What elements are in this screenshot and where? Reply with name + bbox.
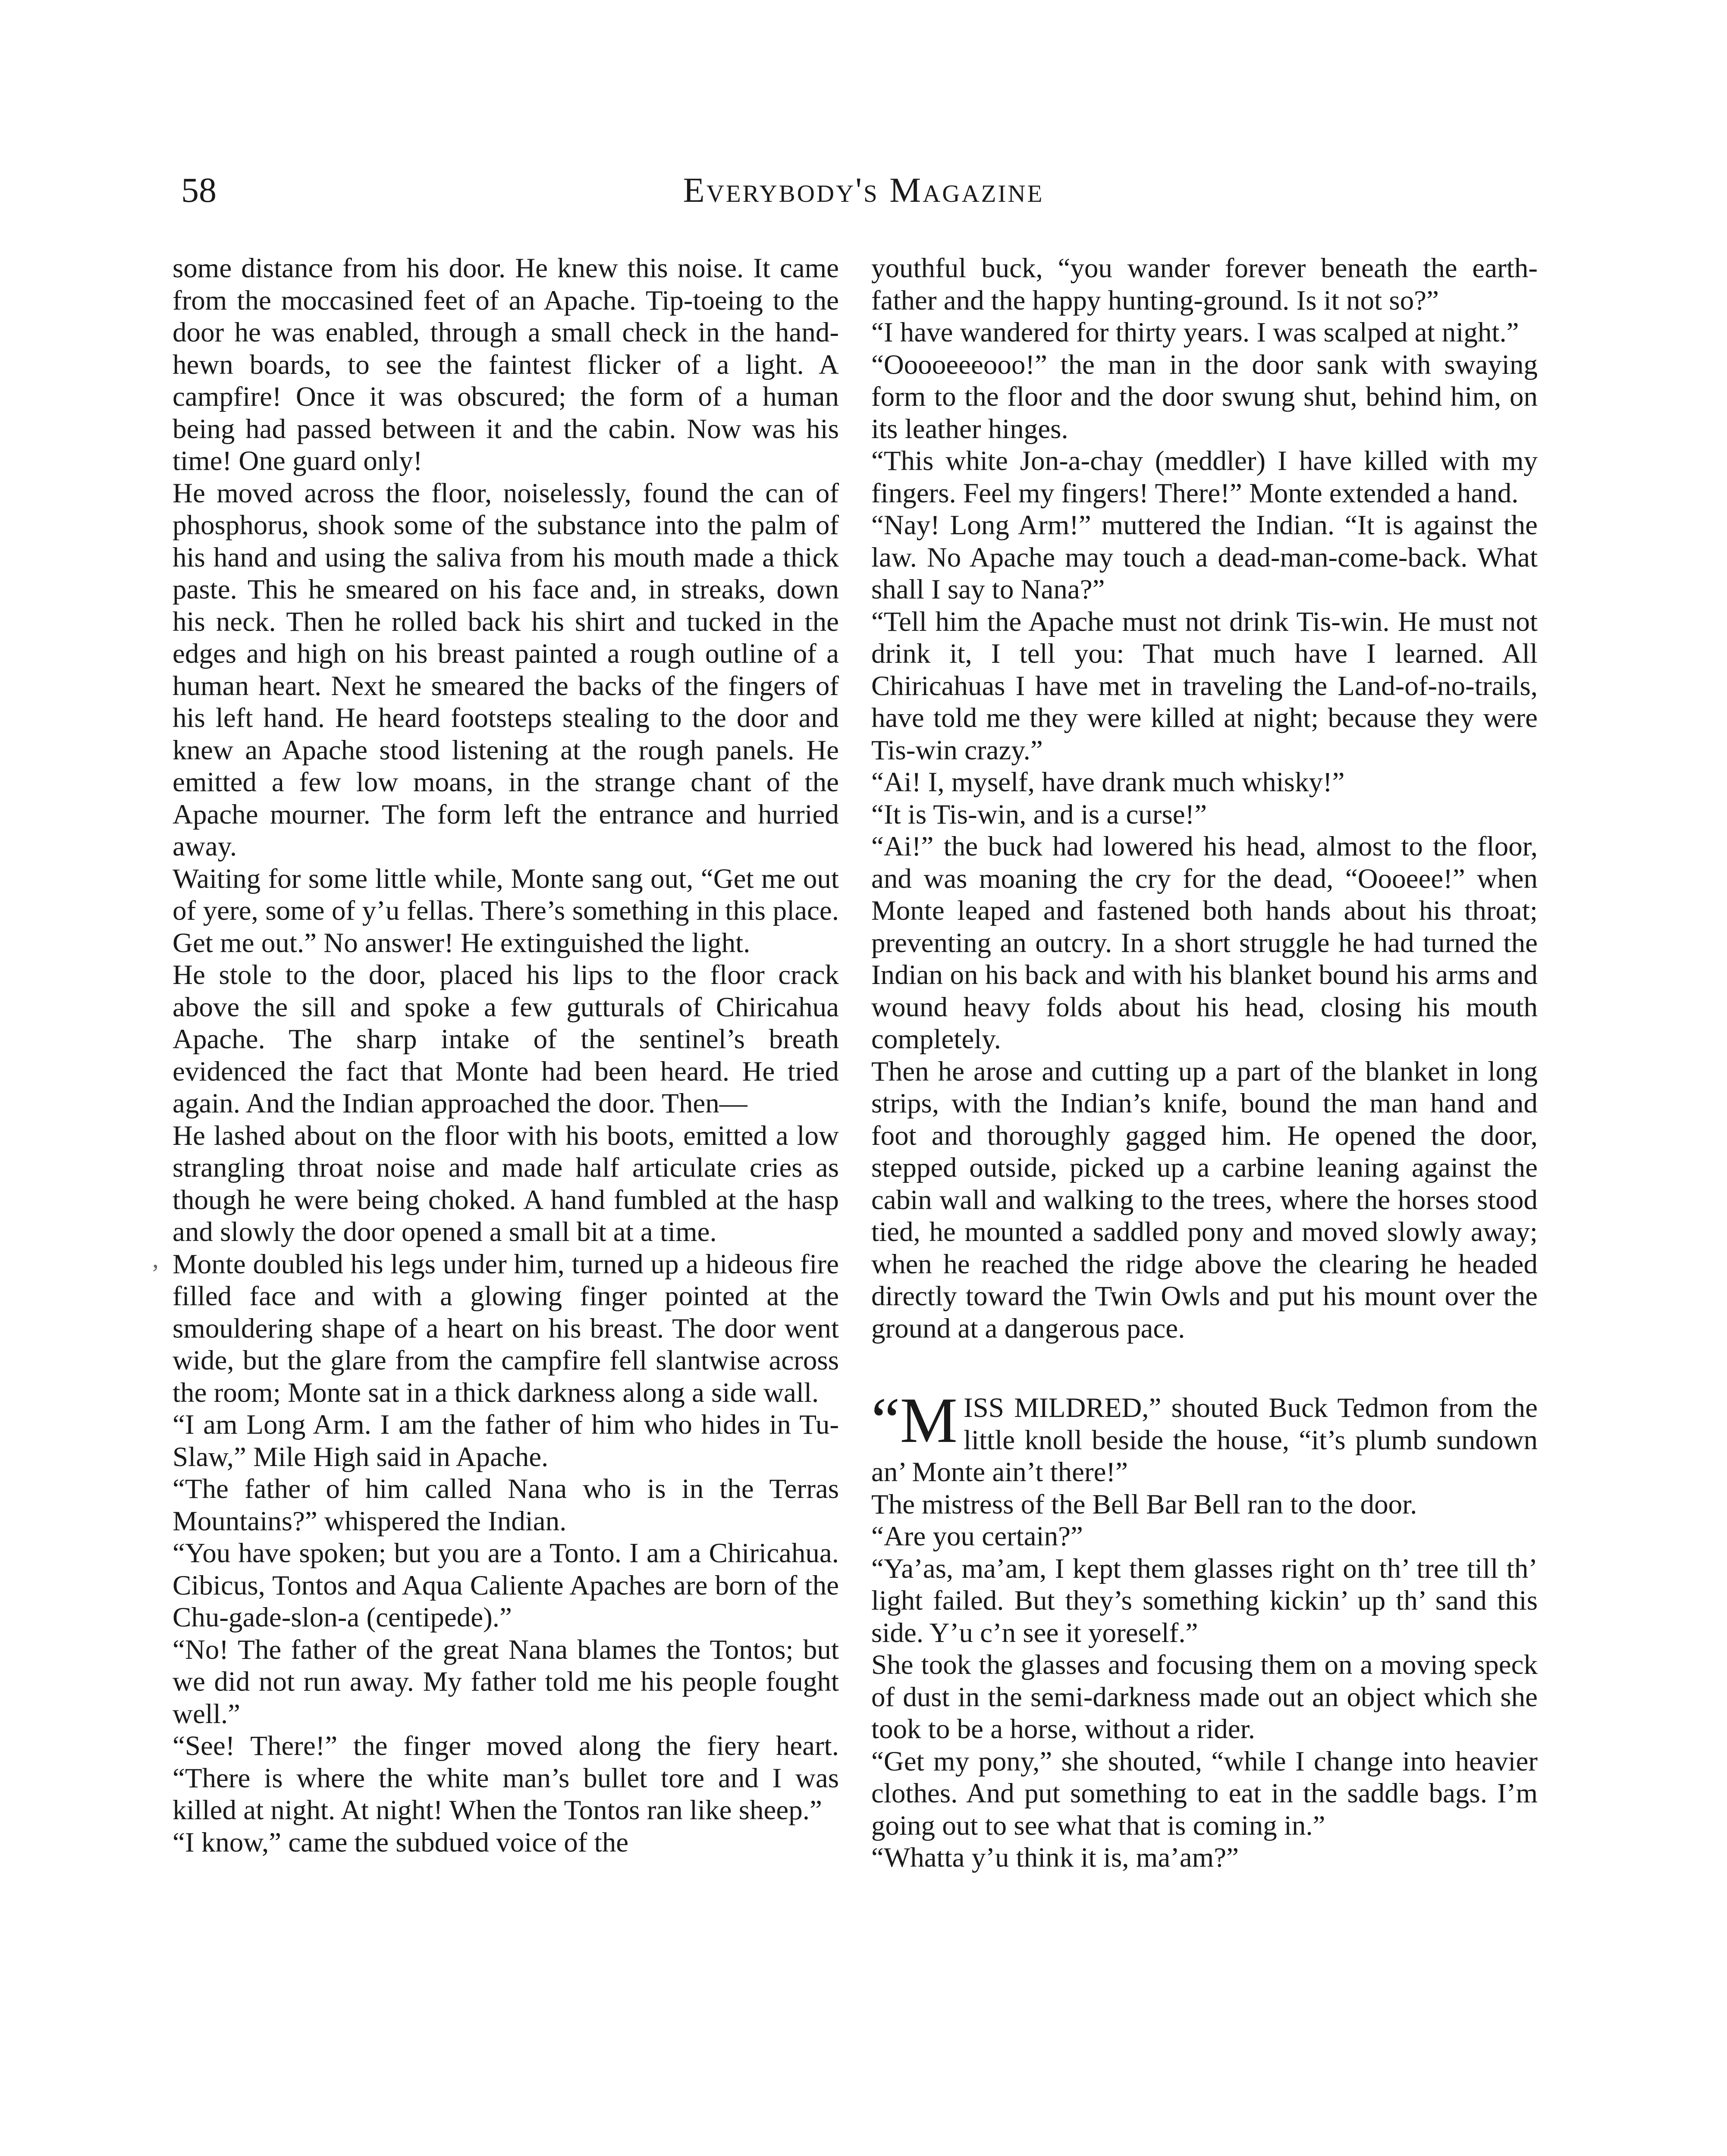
paragraph: “Ooooeeeooo!” the man in the door sank with swaying form to the floor and the door swung shut, behind him, on its leather hinges. (871, 349, 1538, 445)
paragraph: “See! There!” the finger moved along the fiery heart. “There is where the white man’s bullet tore and I was killed at night. At night! When the Tontos ran like sheep.” (173, 1730, 839, 1826)
paragraph: “Get my pony,” she shouted, “while I change into heavier clothes. And put something to eat in the saddle bags. I’m going out to see what that is coming in.” (871, 1745, 1538, 1841)
paragraph: The mistress of the Bell Bar Bell ran to the door. (871, 1489, 1417, 1520)
paragraph: He moved across the floor, noiselessly, found the can of phosphorus, shook some of the substance into the palm of his hand and using the saliva from his mouth made a thick paste. This he smeared on his face and, in streaks, down his neck. Then he rolled back his shirt and tucked in the edges and high on his breast painted a rough outline of a human heart. Next he smeared the backs of the fingers of his left hand. He heard footsteps stealing to the door and knew an Apache stood listening at the rough panels. He emitted a few low moans, in the strange chant of the Apache mourner. The form left the entrance and hurried away. (173, 477, 839, 862)
paragraph: “I am Long Arm. I am the father of him who hides in Tu-Slaw,” Mile High said in Apache. (173, 1409, 839, 1473)
paragraph: “The father of him called Nana who is in the Terras Mountains?” whispered the Indian. (173, 1473, 839, 1537)
paragraph: Monte doubled his legs under him, turned up a hideous fire filled face and with a glowing finger pointed at the smouldering shape of a heart on his breast. The door went wide, but the glare from the campfire fell slantwise across the room; Monte sat in a thick darkness along a side wall. (173, 1248, 839, 1408)
paragraph: “Whatta y’u think it is, ma’am?” (871, 1842, 1239, 1873)
paragraph: “Are you certain?” (871, 1521, 1083, 1552)
paragraph: “You have spoken; but you are a Tonto. I am a Chiricahua. Cibicus, Tontos and Aqua Caliente Apaches are born of the Chu-gade-slon-a (centipede).” (173, 1538, 839, 1633)
paragraph: Waiting for some little while, Monte sang out, “Get me out of yere, some of y’u fellas. There’s something in this place. Get me out.” No answer! He extinguished the light. (173, 863, 839, 959)
paragraph: “I know,” came the subdued voice of the (173, 1827, 629, 1858)
paragraph: “Ai!” the buck had lowered his head, almost to the floor, and was moaning the cry for the dead, “Oooeee!” when Monte leaped and fastened both hands about his throat; preventing an outcry. In a short struggle he had turned the Indian on his back and with his blanket bound his arms and wound heavy folds about his head, closing his mouth completely. (871, 831, 1538, 1055)
paragraph: “Nay! Long Arm!” muttered the Indian. “It is against the law. No Apache may touch a dead-man-come-back. What shall I say to Nana?” (871, 510, 1538, 605)
left-column (173, 252, 839, 1858)
drop-cap-quote: “ (871, 1385, 900, 1456)
paragraph: He lashed about on the floor with his boots, emitted a low strangling throat noise and made half articulate cries as though he were being choked. A hand fumbled at the hasp and slowly the door opened a small bit at a time. (173, 1120, 839, 1247)
drop-cap-letter: M (900, 1385, 958, 1456)
paragraph: some distance from his door. He knew this noise. It came from the moccasined feet of an Apache. Tip-toeing to the door he was enabled, through a small check in the hand-hewn boards, to see the faintest flicker of a light. A campfire! Once it was obscured; the form of a human being had passed between it and the cabin. Now was his time! One guard only! (173, 253, 839, 476)
paragraph: “Ai! I, myself, have drank much whisky!” (871, 767, 1345, 798)
running-head: Everybody's Magazine (683, 170, 1044, 210)
paragraph: “Ya’as, ma’am, I kept them glasses right on th’ tree till th’ light failed. But they’s something kickin’ up th’ sand this side. Y’u c’n see it yoreself.” (871, 1553, 1538, 1648)
paragraph: “No! The father of the great Nana blames the Tontos; but we did not run away. My father told me his people fought well.” (173, 1634, 839, 1730)
paragraph: “I have wandered for thirty years. I was scalped at night.” (871, 317, 1519, 348)
drop-cap (871, 1385, 958, 1456)
paragraph: Then he arose and cutting up a part of the blanket in long strips, with the Indian’s knife, bound the man hand and foot and thoroughly gagged him. He opened the door, stepped outside, picked up a carbine leaning against the cabin wall and walking to the trees, where the horses stood tied, he mounted a saddled pony and moved slowly away; when he reached the ridge above the clearing he headed directly toward the Twin Owls and put his mount over the ground at a dangerous pace. (871, 1056, 1538, 1344)
paragraph: “It is Tis-win, and is a curse!” (871, 799, 1207, 830)
paragraph: “Tell him the Apache must not drink Tis-win. He must not drink it, I tell you: That much have I learned. All Chiricahuas I have met in traveling the Land-of-no-trails, have told me they were killed at night; because they were Tis-win crazy.” (871, 606, 1538, 766)
right-column (871, 252, 1538, 1874)
paragraph-text: ISS MILDRED,” shouted Buck Tedmon from the little knoll beside the house, “it’s plumb sundown an’ Monte ain’t there!” (871, 1392, 1538, 1488)
section-opening-paragraph (871, 1385, 1538, 1489)
paragraph: He stole to the door, placed his lips to the floor crack above the sill and spoke a few gutturals of Chiricahua Apache. The sharp intake of the sentinel’s breath evidenced the fact that Monte had been heard. He tried again. And the Indian approached the door. Then— (173, 959, 839, 1119)
paragraph: “This white Jon-a-chay (meddler) I have killed with my fingers. Feel my fingers! There!” Monte extended a hand. (871, 445, 1538, 509)
paragraph: youthful buck, “you wander forever beneath the earth-father and the happy hunting-ground. Is it not so?” (871, 253, 1538, 316)
page-number: 58 (181, 170, 217, 210)
paragraph: She took the glasses and focusing them on a moving speck of dust in the semi-darkness made out an object which she took to be a horse, without a rider. (871, 1649, 1538, 1745)
margin-mark: ‚ (151, 1244, 160, 1273)
